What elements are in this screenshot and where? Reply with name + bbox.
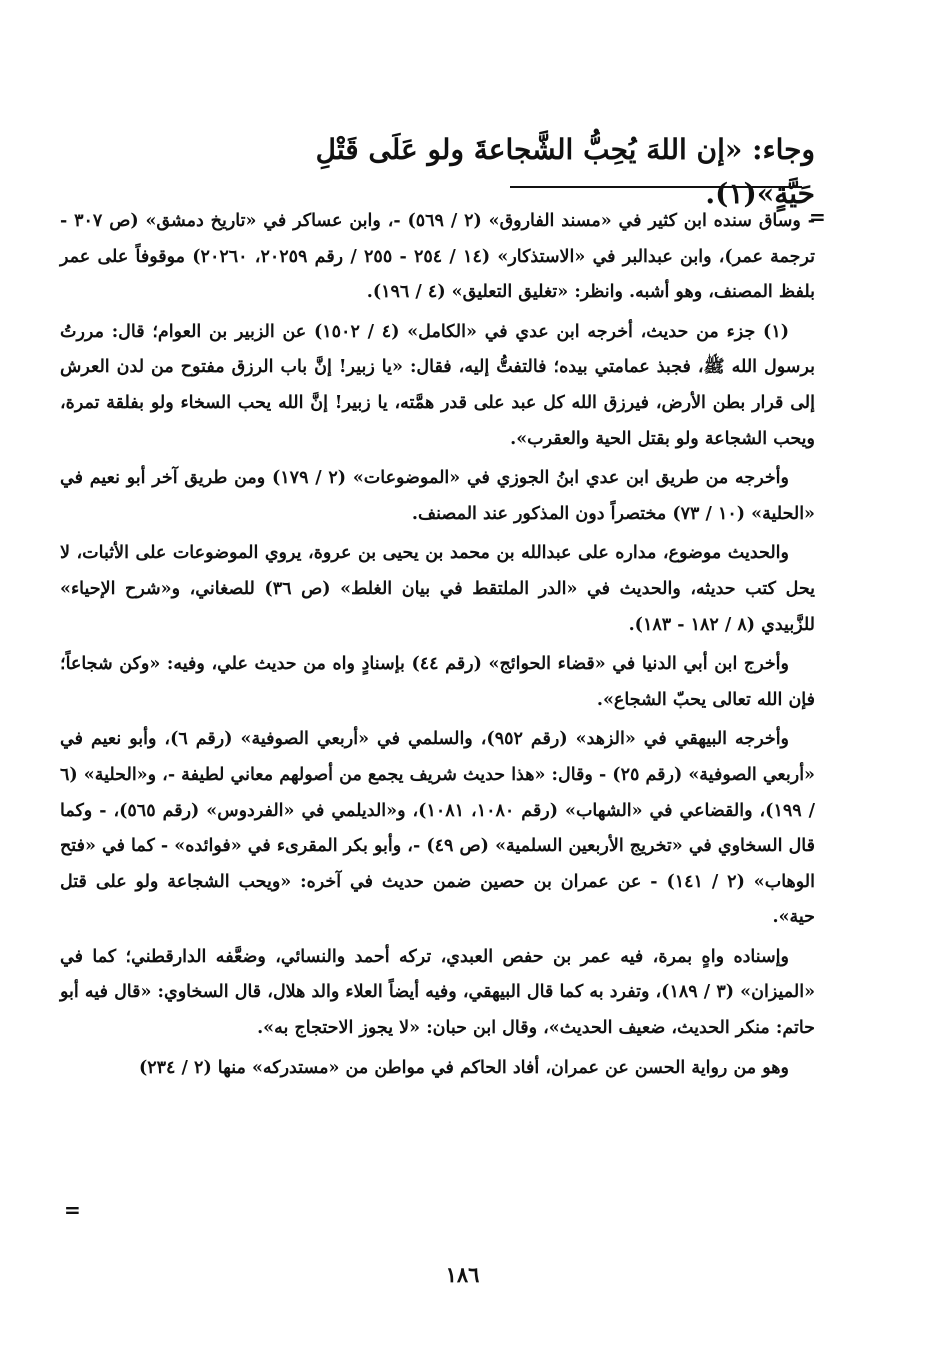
footnote-paragraph: والحديث موضوع، مداره على عبدالله بن محمد بن يحيى بن عروة، يروي الموضوعات على الأثبات، لا يحل كتب حديثه، والحديث في «الدر الملتقط في بيان الغلط» (ص ٣٦) للصغاني، و«شرح الإحياء» للزَّبيدي (٨ / ١٨٢ - ١٨٣). [60,543,816,635]
footnote-paragraph: وأخرج ابن أبي الدنيا في «قضاء الحوائج» (رقم ٤٤) بإسنادٍ واه من حديث علي، وفيه: «وكن شجاعاً؛ فإن الله تعالى يحبّ الشجاع». [60,654,815,710]
footnote-continuation: - وساق سنده ابن كثير في «مسند الفاروق» (٢ / ٥٦٩) -، وابن عساكر في «تاريخ دمشق» (ص ٣٠٧ - ترجمة عمر)، وابن عبدالبر في «الاستذكار» (١٤ / ٢٥٤ - ٢٥٥ / رقم ٢٠٢٥٩، ٢٠٢٦٠) موقوفاً على عمر بلفظ المصنف، وهو أشبه. وانظر: «تغليق التعليق» (٤ / ١٩٦). [60,211,816,303]
footnote-paragraph: وأخرجه من طريق ابن عدي ابنُ الجوزي في «الموضوعات» (٢ / ١٧٩) ومن طريق آخر أبو نعيم في «الحلية» (١٠ / ٧٣) مختصراً دون المذكور عند المصنف. [60,468,815,524]
page-number: ١٨٦ [445,1262,480,1287]
footnote-paragraph: وهو من رواية الحسن عن عمران، أفاد الحاكم في مواطن من «مستدركه» منها (٢ / ٢٣٤) [138,1057,789,1078]
continuation-mark-bottom: = [64,1198,81,1222]
footnote-1: (١) جزء من حديث، أخرجه ابن عدي في «الكامل» (٤ / ١٥٠٢) عن الزبير بن العوام؛ قال: مررتُ برسول الله ﷺ، فجبذ عمامتي بيده؛ فالتفتُّ إليه، فقال: «يا زبير! إنَّ باب الرزق مفتوح من لدن العرش إلى قرار بطن الأرض، فيرزق الله كل عبد على قدر همَّته، يا زبير! إنَّ الله يحب السخاء ولو بفلقة تمرة، ويحب الشجاعة ولو بقتل الحية والعقرب». [60,321,815,449]
footnote-paragraph: وأخرجه البيهقي في «الزهد» (رقم ٩٥٢)، والسلمي في «أربعي الصوفية» (رقم ٦)، وأبو نعيم في «أربعي الصوفية» (رقم ٢٥) - وقال: «هذا حديث شريف يجمع من أصولهم معاني لطيفة -، و«الحلية» (٦ / ١٩٩)، والقضاعي في «الشهاب» (رقم ١٠٨٠، ١٠٨١)، و«الديلمي في «الفردوس» (رقم ٥٦٥)، - وكما قال السخاوي في «تخريج الأربعين السلمية» (ص ٤٩) -، وأبو بكر المقرىء في «فوائده» - كما في «فتح الوهاب» (٢ / ١٤١) - عن عمران بن حصين ضمن حديث في آخره: «ويحب الشجاعة ولو على قتل حية». [60,729,816,928]
continuation-mark-top: = [809,205,826,229]
footnotes [60,204,815,1086]
footnote-separator [510,186,802,188]
main-text: وجاء: «إن اللهَ يُحِبُّ الشَّجاعةَ ولو عَلَى قَتْلِ حَيَّةٍ»(١). [315,133,815,210]
footnote-paragraph: وإسناده واهٍ بمرة، فيه عمر بن حفص العبدي، تركه أحمد والنسائي، وضعَّفه الدارقطني؛ كما في «الميزان» (٣ / ١٨٩)، وتفرد به كما قال البيهقي، وفيه أيضاً العلاء والد هلال، قال السخاوي: «قال فيه أبو حاتم: منكر الحديث، ضعيف الحديث»، وقال ابن حبان: «لا يجوز الاحتجاج به». [60,946,816,1039]
